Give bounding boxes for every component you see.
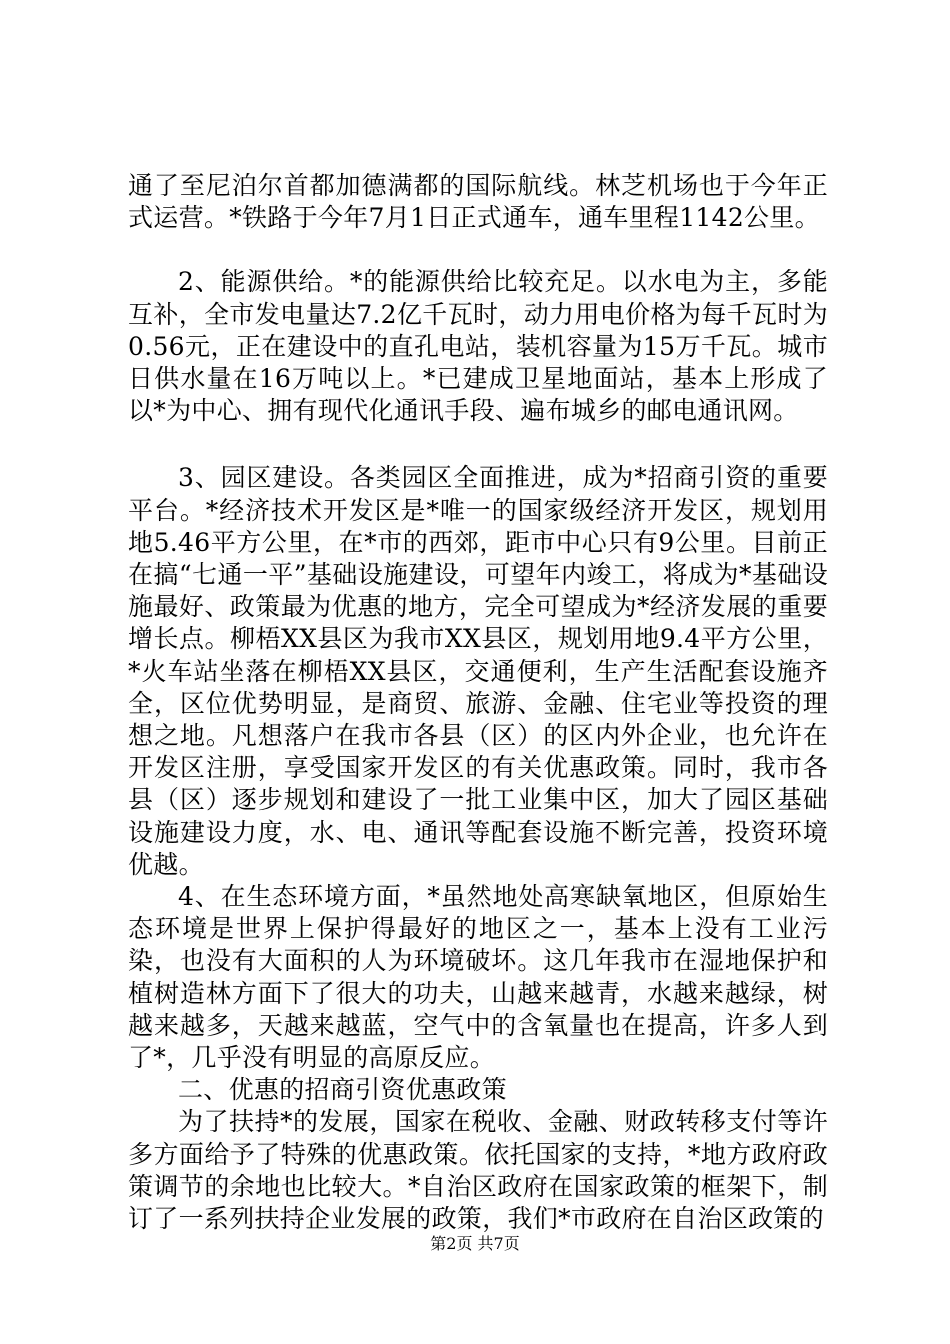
document-body xyxy=(128,170,828,1235)
paragraph-transport-continued: 通了至尼泊尔首都加德满都的国际航线。林芝机场也于今年正式运营。*铁路于今年7月1日正式通车，通车里程1142公里。 xyxy=(128,171,828,233)
page-number-footer: 第2页 共7页 xyxy=(430,1234,520,1253)
paragraph-ecological-environment: 4、在生态环境方面，*虽然地处高寒缺氧地区，但原始生态环境是世界上保护得最好的地区之一，基本上没有工业污染，也没有大面积的人为环境破坏。这几年我市在湿地保护和植树造林方面下了很大的功夫，山越来越青，水越来越绿，树越来越多，天越来越蓝，空气中的含氧量也在提高，许多人到了*，几乎没有明显的高原反应。 xyxy=(128,882,828,1073)
paragraph-energy-supply: 2、能源供给。*的能源供给比较充足。以水电为主，多能互补，全市发电量达7.2亿千瓦时，动力用电价格为每千瓦时为0.56元，正在建设中的直孔电站，装机容量为15万千瓦。城市日供水量在16万吨以上。*已建成卫星地面站，基本上形成了以*为中心、拥有现代化通讯手段、遍布城乡的邮电通讯网。 xyxy=(128,267,828,426)
section-heading-investment-policies: 二、优惠的招商引资优惠政策 xyxy=(178,1075,507,1105)
paragraph-preferential-policies: 为了扶持*的发展，国家在税收、金融、财政转移支付等许多方面给予了特殊的优惠政策。依托国家的支持，*地方政府政策调节的余地也比较大。*自治区政府在国家政策的框架下，制订了一系列扶持企业发展的政策，我们*市政府在自治区政策的 xyxy=(128,1107,828,1234)
paragraph-park-construction: 3、园区建设。各类园区全面推进，成为*招商引资的重要平台。*经济技术开发区是*唯一的国家级经济开发区，规划用地5.46平方公里，在*市的西郊，距市中心只有9公里。目前正在搞“七通一平”基础设施建设，可望年内竣工，将成为*基础设施最好、政策最为优惠的地方，完全可望成为*经济发展的重要增长点。柳梧XX县区为我市XX县区，规划用地9.4平方公里，*火车站坐落在柳梧XX县区，交通便利，生产生活配套设施齐全，区位优势明显，是商贸、旅游、金融、住宅业等投资的理想之地。凡想落户在我市各县（区）的区内外企业，也允许在开发区注册，享受国家开发区的有关优惠政策。同时，我市各县（区）逐步规划和建设了一批工业集中区，加大了园区基础设施建设力度，水、电、通讯等配套设施不断完善，投资环境优越。 xyxy=(128,463,828,879)
